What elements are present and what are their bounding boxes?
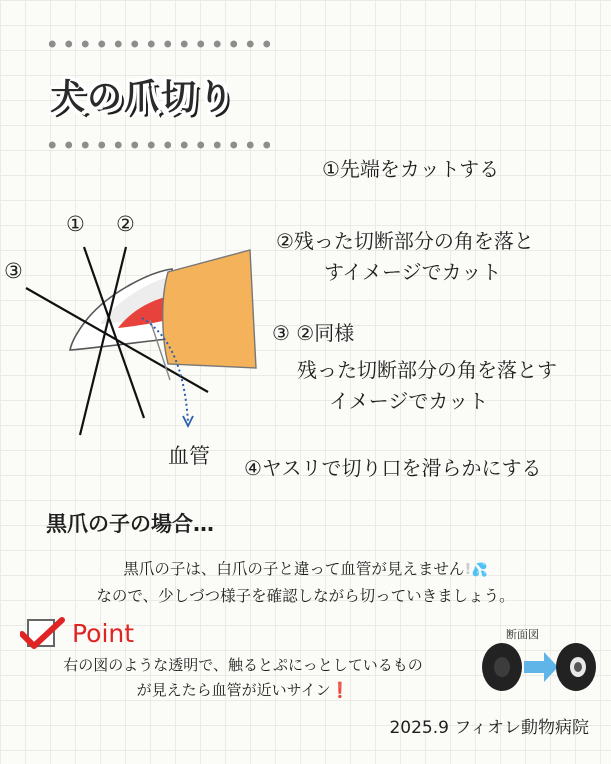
step-1: ①先端をカットする [322, 157, 500, 181]
diagram-num-2: ② [116, 212, 135, 236]
nail-diagram [0, 200, 270, 480]
arrow-right-icon [524, 652, 558, 682]
sweat-drops-icon: 💦 [471, 563, 488, 578]
black-nail-heading: 黒爪の子の場合… [46, 512, 214, 536]
point-label: Point [72, 619, 135, 648]
cross-section-diagram [478, 640, 600, 696]
checkbox-check-icon [20, 616, 66, 650]
title-bottom-dots [44, 141, 276, 149]
point-line2: が見えたら血管が近いサイン❗ [136, 681, 350, 699]
title-top-dots [44, 40, 276, 48]
cross-section-label: 断面図 [506, 628, 539, 641]
step-4: ④ヤスリで切り口を滑らかにする [244, 456, 542, 480]
point-line1: 右の図のような透明で、触るとぷにっとしているもの [63, 656, 423, 674]
vessel-pointer-arrowhead [183, 416, 193, 426]
step-3-line2: 残った切断部分の角を落とす [297, 358, 557, 382]
footer-clinic: 2025.9 フィオレ動物病院 [389, 718, 589, 738]
diagram-num-1: ① [66, 212, 85, 236]
step-2-line1: ②残った切断部分の角を落と [276, 229, 534, 253]
point-exclamation-icon: ❗ [330, 681, 350, 699]
step-3-line3: イメージでカット [329, 389, 489, 413]
exclamation-icon: ! [464, 560, 472, 578]
paw-fur [163, 250, 256, 368]
step-3-line1: ③ ②同様 [272, 321, 355, 345]
black-nail-line2: なので、少しづつ様子を確認しながら切っていきましょう。 [96, 587, 515, 605]
vessel-label: 血管 [168, 444, 210, 468]
page-title: 犬の爪切り [50, 78, 236, 118]
step-2-line2: すイメージでカット [324, 260, 502, 284]
diagram-num-3: ③ [4, 259, 23, 283]
point-text [20, 653, 466, 703]
black-nail-line1: 黒爪の子は、白爪の子と違って血管が見えません!💦 [123, 560, 488, 578]
